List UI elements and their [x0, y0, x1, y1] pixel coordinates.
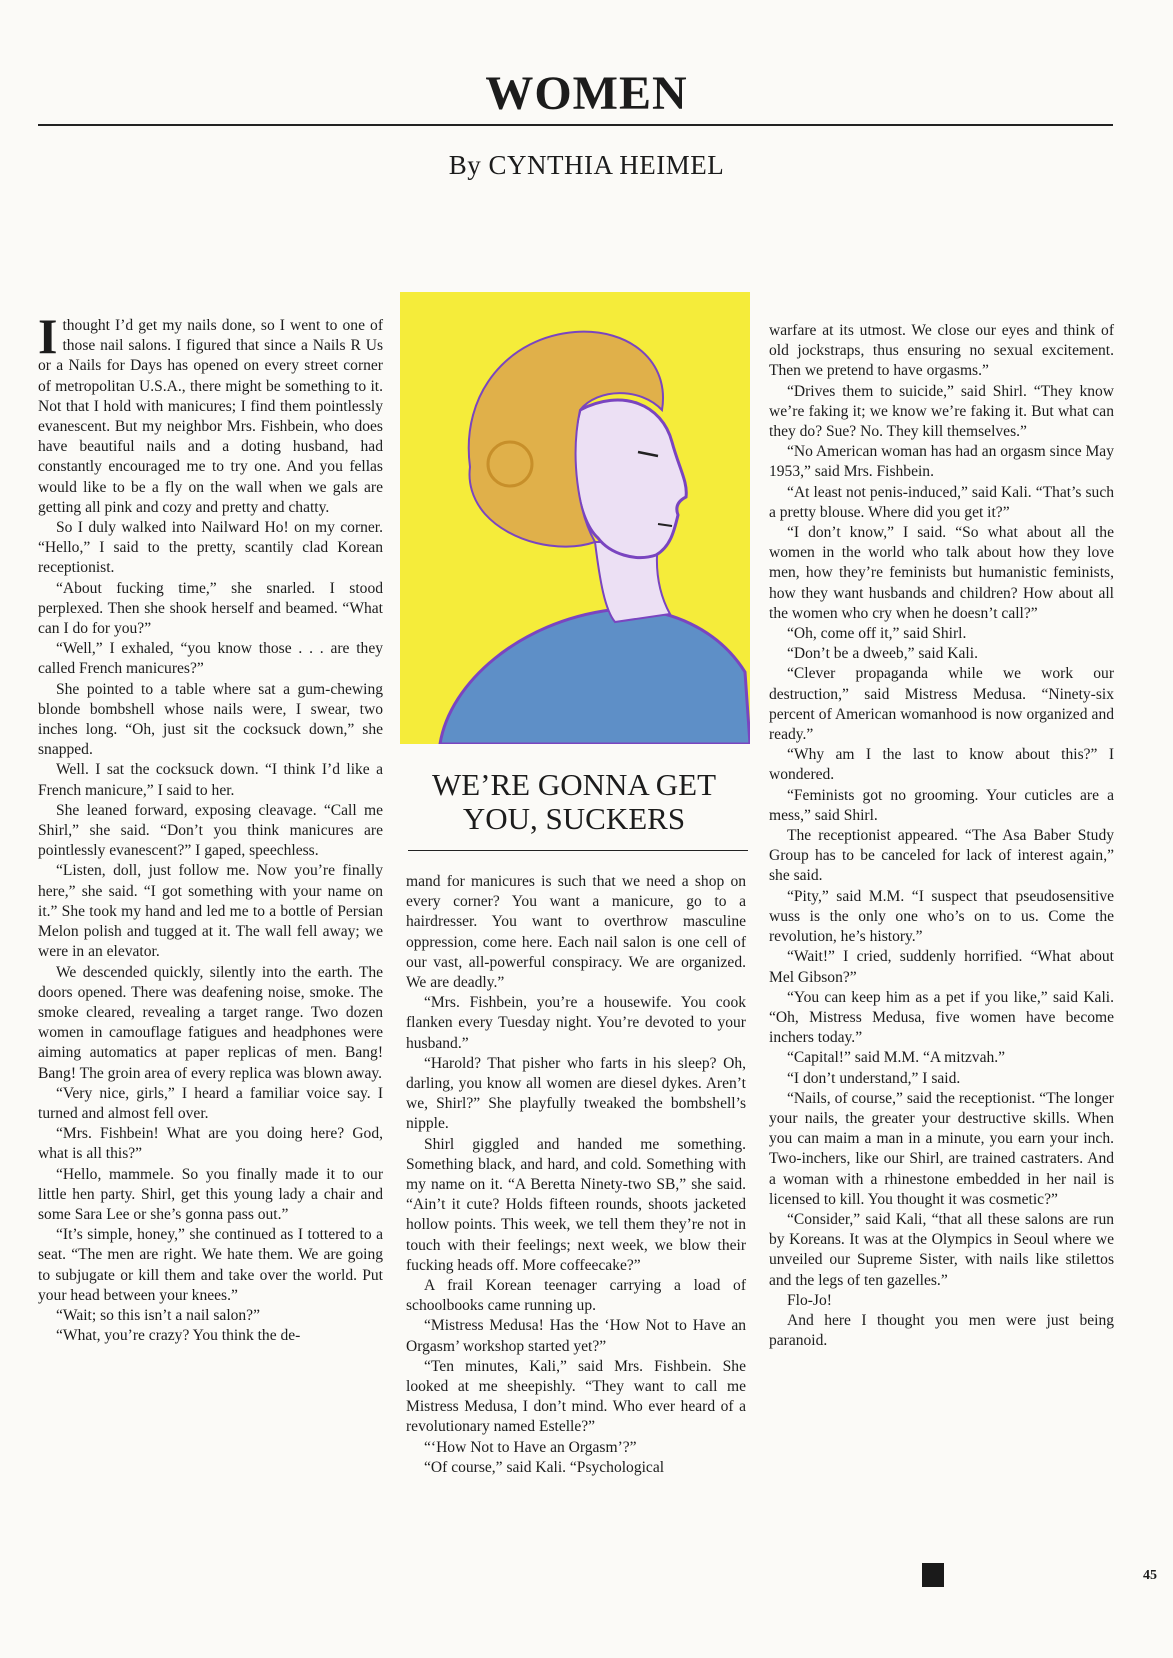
- paragraph: “Mistress Medusa! Has the ‘How Not to Have an Orgasm’ workshop started yet?”: [406, 1317, 746, 1355]
- paragraph: “Harold? That pisher who farts in his sleep? Oh, darling, you know all women are diesel dykes. Aren’t we, Shirl?” She playfully tweaked the bombshell’s nipple.: [406, 1054, 746, 1133]
- paragraph: “Consider,” said Kali, “that all these salons are run by Koreans. It was at the Olympics in Seoul where we unveiled our Supreme Sister, with nails like stilettos and the legs of ten gazelles.”: [769, 1210, 1114, 1289]
- end-mark-icon: [922, 1563, 944, 1587]
- paragraph: She pointed to a table where sat a gum-chewing blonde bombshell whose nails were, I swear, two inches long. “Oh, just sit the cocksuck down,” she snapped.: [38, 680, 383, 759]
- page-number: 45: [1143, 1568, 1157, 1583]
- paragraph: “Hello, mammele. So you finally made it to our little hen party. Shirl, get this young lady a chair and some Sara Lee or she’s gonna pass out.”: [38, 1165, 383, 1223]
- paragraph: “About fucking time,” she snarled. I stood perplexed. Then she shook herself and beamed. “What can I do for you?”: [38, 579, 383, 638]
- article-headline: [396, 768, 752, 836]
- paragraph: “I don’t know,” I said. “So what about all the women in the world who talk about how they love men, how they’re feminists but humanistic feminists, how they want husbands and children? How about all the women who cry when he doesn’t call?”: [769, 524, 1114, 622]
- paragraph: “Clever propaganda while we work our destruction,” said Mistress Medusa. “Ninety-six percent of American womanhood is now organized and ready.”: [769, 665, 1114, 744]
- paragraph: “Drives them to suicide,” said Shirl. “They know we’re faking it; we know we’re faking it. But what can they do? Sue? No. They kill themselves.”: [769, 382, 1114, 441]
- paragraph: Shirl giggled and handed me something. Something black, and hard, and cold. Something with my name on it. “A Beretta Ninety-two SB,” she said. “Ain’t it cute? Holds fifteen rounds, shoots jacketed hollow points. This week, we tell them they’re not in touch with their feelings; next week, we blow their fucking heads off. More coffeecake?”: [406, 1135, 746, 1274]
- paragraph: The receptionist appeared. “The Asa Baber Study Group has to be canceled for lack of interest again,” she said.: [769, 827, 1114, 885]
- paragraph: Ithought I’d get my nails done, so I went to one of those nail salons. I figured that since a Nails R Us or a Nails for Days has opened on every street corner of metropolitan U.S.A., there might be something to it. Not that I hold with manicures; I find them pointlessly evanescent. But my neighbor Mrs. Fishbein, who does have beautiful nails and a doting husband, had constantly encouraged me to try one. And you fellas would like to be a fly on the wall when we gals are getting all pink and cozy and pretty and chatty.: [38, 308, 383, 516]
- paragraph: Flo-Jo!: [787, 1291, 832, 1309]
- paragraph: “You can keep him as a pet if you like,” said Kali. “Oh, Mistress Medusa, five women have become inchers today.”: [769, 988, 1114, 1047]
- paragraph: And here I thought you men were just being paranoid.: [769, 1311, 1114, 1350]
- article-column-1: [38, 308, 383, 1346]
- paragraph: A frail Korean teenager carrying a load of schoolbooks came running up.: [406, 1277, 746, 1315]
- paragraph: “It’s simple, honey,” she continued as I tottered to a seat. “The men are right. We hate them. We are going to subjugate or kill them and take over the world. Put your head between your knees.”: [38, 1226, 383, 1304]
- article-column-3: [769, 321, 1114, 1351]
- paragraph: “Feminists got no grooming. Your cuticles are a mess,” said Shirl.: [769, 786, 1114, 824]
- paragraph: “No American woman has had an orgasm since May 1953,” said Mrs. Fishbein.: [769, 443, 1114, 481]
- paragraph: mand for manicures is such that we need a shop on every corner? You want a manicure, go to a hairdresser. You want to overthrow masculine oppression, come here. Each nail salon is one cell of our vast, all-powerful conspiracy. We are organized. We are deadly.”: [406, 873, 746, 992]
- paragraph: “Nails, of course,” said the receptionist. “The longer your nails, the greater your destructive skills. When you can maim a man in a minute, you earn your inch. Two-inchers, like our Shirl, are trained castraters. And a woman with a rhinestone embedded in her nail is licensed to kill. You thought it was cosmetic?”: [769, 1089, 1114, 1208]
- paragraph: “I don’t understand,” I said.: [787, 1069, 961, 1087]
- drop-cap: I: [38, 308, 58, 364]
- section-title: WOMEN: [485, 67, 688, 120]
- paragraph: “What, you’re crazy? You think the de-: [56, 1327, 301, 1345]
- illustration: [400, 292, 750, 744]
- paragraph: “Wait!” I cried, suddenly horrified. “What about Mel Gibson?”: [769, 948, 1114, 986]
- paragraph: “At least not penis-induced,” said Kali. “That’s such a pretty blouse. Where did you get it?”: [769, 483, 1114, 521]
- headline-line-1: WE’RE GONNA GET: [431, 767, 717, 802]
- byline: By CYNTHIA HEIMEL: [448, 150, 725, 180]
- paragraph: “Very nice, girls,” I heard a familiar voice say. I turned and almost fell over.: [38, 1084, 383, 1122]
- paragraph: “Don’t be a dweeb,” said Kali.: [787, 645, 978, 663]
- paragraph: “Oh, come off it,” said Shirl.: [787, 625, 967, 643]
- paragraph: “Capital!” said M.M. “A mitzvah.”: [787, 1049, 1006, 1067]
- title-rule: [38, 124, 1113, 126]
- paragraph: So I duly walked into Nailward Ho! on my corner. “Hello,” I said to the pretty, scantily clad Korean receptionist.: [38, 519, 383, 577]
- paragraph: “Mrs. Fishbein, you’re a housewife. You cook flanken every Tuesday night. You’re devoted to your husband.”: [406, 994, 746, 1052]
- paragraph: She leaned forward, exposing cleavage. “Call me Shirl,” she said. “Don’t you think manicures are pointlessly evanescent?” I gaped, speechless.: [38, 801, 383, 860]
- paragraph: “Listen, doll, just follow me. Now you’re finally here,” she said. “I got something with your name on it.” She took my hand and led me to a bottle of Persian Melon polish and tugged at it. The wall fell away; we were in an elevator.: [38, 862, 383, 961]
- paragraph: “Well,” I exhaled, “you know those . . . are they called French manicures?”: [38, 640, 383, 678]
- paragraph: “Ten minutes, Kali,” said Mrs. Fishbein. She looked at me sheepishly. “They want to call me Mistress Medusa, I don’t mind. Who ever heard of a revolutionary named Estelle?”: [406, 1357, 746, 1436]
- headline-line-2: YOU, SUCKERS: [462, 801, 686, 836]
- paragraph: “Pity,” said M.M. “I suspect that pseudosensitive wuss is the only one who’s on to us. Come the revolution, he’s history.”: [769, 887, 1114, 946]
- paragraph: “Mrs. Fishbein! What are you doing here? God, what is all this?”: [38, 1125, 383, 1163]
- paragraph: “Wait; so this isn’t a nail salon?”: [56, 1306, 260, 1324]
- paragraph: Well. I sat the cocksuck down. “I think I’d like a French manicure,” I said to her.: [38, 761, 383, 799]
- article-column-2: [406, 872, 746, 1478]
- paragraph: “Why am I the last to know about this?” I wondered.: [769, 746, 1114, 784]
- headline-rule: [408, 850, 748, 851]
- paragraph: “Of course,” said Kali. “Psychological: [424, 1458, 665, 1476]
- paragraph: “‘How Not to Have an Orgasm’?”: [424, 1438, 637, 1456]
- paragraph: warfare at its utmost. We close our eyes and think of old jockstraps, thus ensuring no sexual excitement. Then we pretend to have orgasms.”: [769, 322, 1114, 380]
- paragraph: We descended quickly, silently into the earth. The doors opened. There was deafening noise, smoke. The smoke cleared, revealing a target range. Two dozen women in camouflage fatigues and headphones were aiming automatics at paper replicas of men. Bang! Bang! The groin area of every replica was blown away.: [38, 963, 383, 1082]
